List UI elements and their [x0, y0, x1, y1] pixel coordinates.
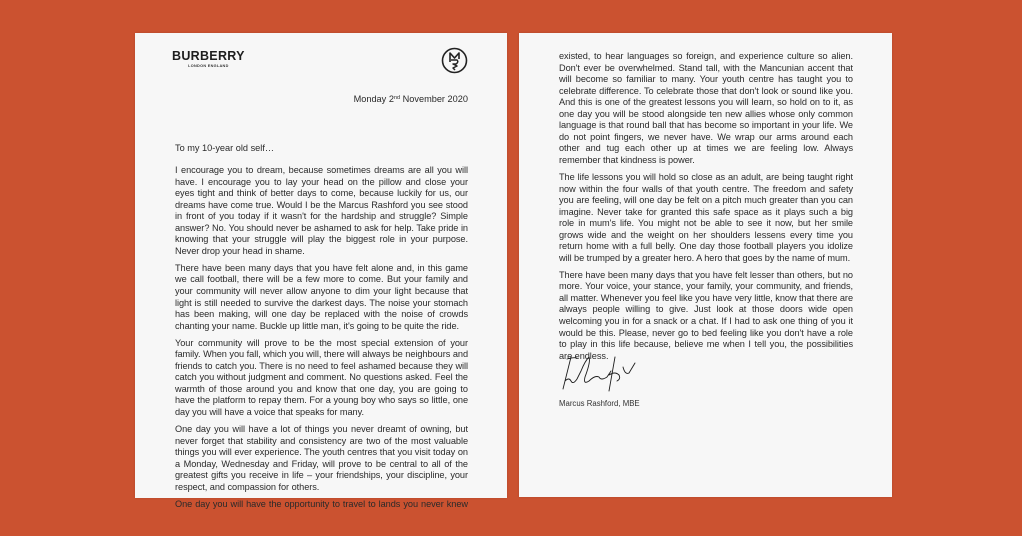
letter-body-page-2 [559, 51, 853, 368]
signatory-name: Marcus Rashford, MBE [559, 399, 640, 408]
paragraph: The life lessons you will hold so close as an adult, are being taught right now within the four walls of that youth centre. The freedom and safety you are feeling, will one day be felt on a pitch much greater than you can imagine. Never take for granted this safe space as it plays such a big role in mum's life. You might not be able to see it now, but her smile grows wide and the weight on her shoulders lessens every time you return home with a full belly. One day those football players you idolize will be trumped by a greater hero. A hero that goes by the name of mum. [559, 171, 853, 263]
paragraph: I encourage you to dream, because sometimes dreams are all you will have. I encourage you to lay your head on the pillow and close your eyes tight and think of better days to come, because luckily for us, our dreams have come true. Would I be the Marcus Rashford you see stood in front of you today if it wasn't for the hardship and struggle? Simple answer? No. You should never be ashamed to ask for help. Take pride in knowing that your struggle will play the biggest role in your purpose. Never drop your head in shame. [175, 165, 468, 256]
letter-date [354, 94, 468, 104]
paragraph: There have been many days that you have felt alone and, in this game we call football, there will be a few more to come. But your family and your community will never allow anyone to dim your light because that light is still needed to survive the darkest days. The noise your stomach has been making, will one day be replaced with the noise of crowds chanting your name. Buckle up little man, it's going to be quite the ride. [175, 262, 468, 331]
date-ordinal: nd [393, 95, 401, 101]
paragraph: existed, to hear languages so foreign, and experience culture so alien. Don't ever be overwhelmed. Stand tall, with the Mancunian accent that will become so familiar to many. Your youth centre has taught you to celebrate difference. To celebrate those that don't look or sound like you. And this is one of the greatest lessons you will learn, so hold on to it, as one day you will be stood alongside ten new allies whose only common language is that round ball that has become so important in your life. We do not point fingers, we never have. We wrap our arms around each other and tug each other up at times we are feeling low. Always remember that kindness is power. [559, 51, 853, 165]
letter-body-page-1 [175, 165, 468, 516]
handwritten-signature [559, 351, 649, 393]
brand-subtitle: LONDON ENGLAND [188, 64, 229, 68]
paragraph: One day you will have a lot of things you never dreamt of owning, but never forget that stability and consistency are two of the most valuable things you will ever experience. The youth centres that you visit today on a Monday, Wednesday and Friday, will prove to be central to all of the greatest gifts you receive in life – your friendships, your discipline, your respect, and compassion for others. [175, 423, 468, 492]
burberry-logo [172, 50, 245, 69]
date-day: Monday 2 [353, 94, 394, 104]
mr-monogram-icon [441, 47, 468, 74]
letter-page-2 [519, 33, 892, 497]
letter-page-1 [135, 33, 507, 509]
paragraph: There have been many days that you have felt lesser than others, but no more. Your voice, your stance, your family, your community, and friends, all matter. Whenever you feel like you have very little, know that there are always people willing to give. Just look at those doors wide open welcoming you in for a snack or a chat. If I had to ask one thing of you it would be this. Please, never go to bed feeling like you don't have a role to play in this life because, believe me when I tell you, the possibilities are endless. [559, 269, 853, 361]
paragraph: Your community will prove to be the most special extension of your family. When you fall, which you will, there will always be neighbours and friends to catch you. There is no need to feel ashamed because they will catch you without judgment and comment. No questions asked. Feel the warmth of those around you and know that one day, you are going to have the platform to repay them. For a young boy who says so little, one day you will have a voice that speaks for many. [175, 337, 468, 417]
paragraph: One day you will have the opportunity to travel to lands you never knew [175, 498, 468, 509]
letter-greeting: To my 10-year old self… [175, 143, 275, 153]
date-month-year: November 2020 [400, 94, 468, 104]
brand-name: BURBERRY [172, 49, 245, 63]
